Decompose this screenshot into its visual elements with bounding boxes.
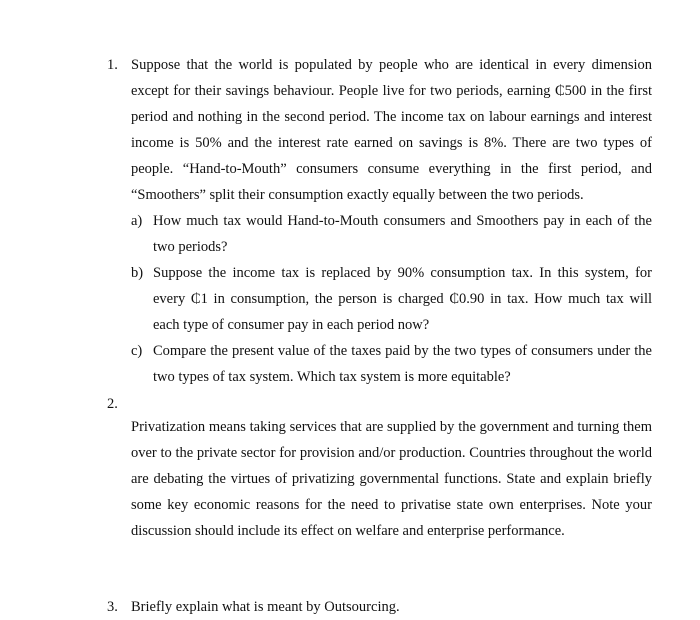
- question-1-number: 1.: [107, 57, 118, 73]
- question-2-text: Privatization means taking services that are supplied by the government and turning them over to the private sector for provision and/or production. Countries throughout the world are debating the virtues of privatizing governmental functions. State and explain briefly some key economic reasons for the need to privatise state own enterprises. Note your discussion should include its effect on welfare and enterprise performance.: [131, 419, 652, 539]
- question-1a-label: a): [131, 213, 143, 229]
- question-3-text: Briefly explain what is meant by Outsourcing.: [131, 599, 400, 615]
- question-1b-label: b): [131, 265, 144, 281]
- question-1b-text: Suppose the income tax is replaced by 90% consumption tax. In this system, for every ₵1 in consumption, the person is charged ₵0.90 in tax. How much tax will each type of consumer pay in each period now?: [153, 265, 652, 333]
- question-1-text: Suppose that the world is populated by people who are identical in every dimension except for their savings behaviour. People live for two periods, earning ₵500 in the first period and nothing in the second period. The income tax on labour earnings and interest income is 50% and the interest rate earned on savings is 8%. There are two types of people. “Hand-to-Mouth” consumers consume everything in the first period, and “Smoothers” split their consumption exactly equally between the two periods.: [131, 57, 652, 203]
- question-1a-text: How much tax would Hand-to-Mouth consumers and Smoothers pay in each of the two periods?: [153, 213, 652, 255]
- question-3-number: 3.: [107, 599, 118, 615]
- question-1c-text: Compare the present value of the taxes paid by the two types of consumers under the two types of tax system. Which tax system is more equitable?: [153, 343, 652, 385]
- question-1c-label: c): [131, 343, 143, 359]
- question-2-number: 2.: [107, 396, 118, 412]
